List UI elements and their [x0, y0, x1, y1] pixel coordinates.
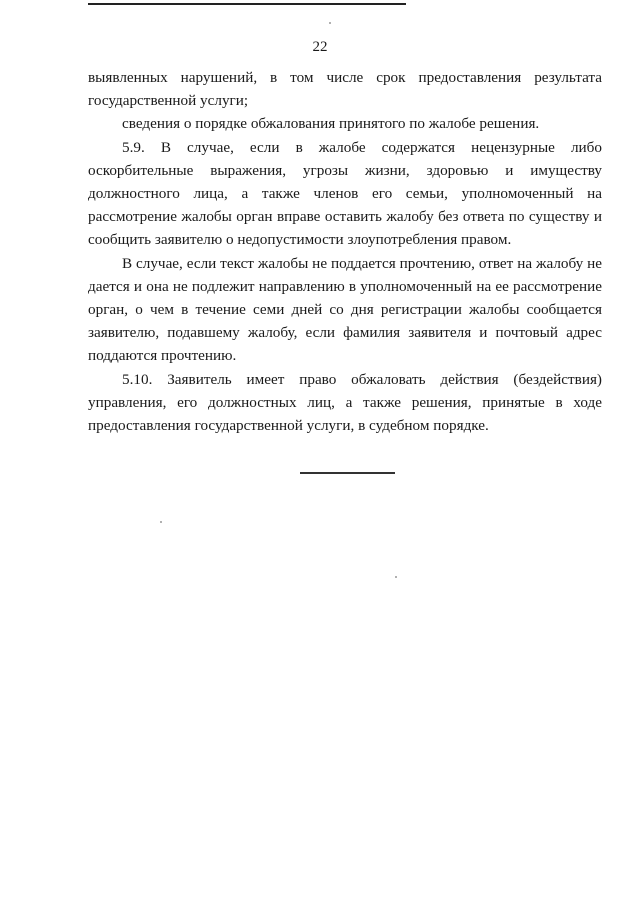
scan-speck: [160, 521, 162, 523]
scan-top-edge-line: [88, 3, 406, 5]
paragraph-unreadable-complaint: В случае, если текст жалобы не поддается прочтению, ответ на жалобу не дается и она не подлежит направлению в уполномоченный на ее рассмотрение орган, о чем в течение семи дней со дня регистрации жалобы сообщается заявителю, подавшему жалобу, если фамилия заявителя и почтовый адрес поддаются прочтению.: [88, 254, 602, 365]
scan-speck: [329, 22, 331, 24]
document-body: [88, 66, 602, 437]
scan-speck: [395, 576, 397, 578]
paragraph-appeal-info: сведения о порядке обжалования принятого по жалобе решения.: [122, 115, 540, 133]
page-number: 22: [312, 39, 328, 55]
paragraph-5-10: 5.10. Заявитель имеет право обжаловать действия (бездействия) управления, его должностных лиц, а также решения, принятые в ходе предоставления государственной услуги, в судебном порядке.: [88, 370, 602, 435]
paragraph-continuation: выявленных нарушений, в том числе срок предоставления результата государственной услуги;: [88, 69, 602, 110]
paragraph-5-9: 5.9. В случае, если в жалобе содержатся нецензурные либо оскорбительные выражения, угрозы жизни, здоровью и имуществу должностного лица, а также членов его семьи, уполномоченный на рассмотрение жалобы орган вправе оставить жалобу без ответа по существу и сообщить заявителю о недопустимости злоупотребления правом.: [88, 138, 602, 249]
end-of-section-rule: [300, 472, 395, 474]
